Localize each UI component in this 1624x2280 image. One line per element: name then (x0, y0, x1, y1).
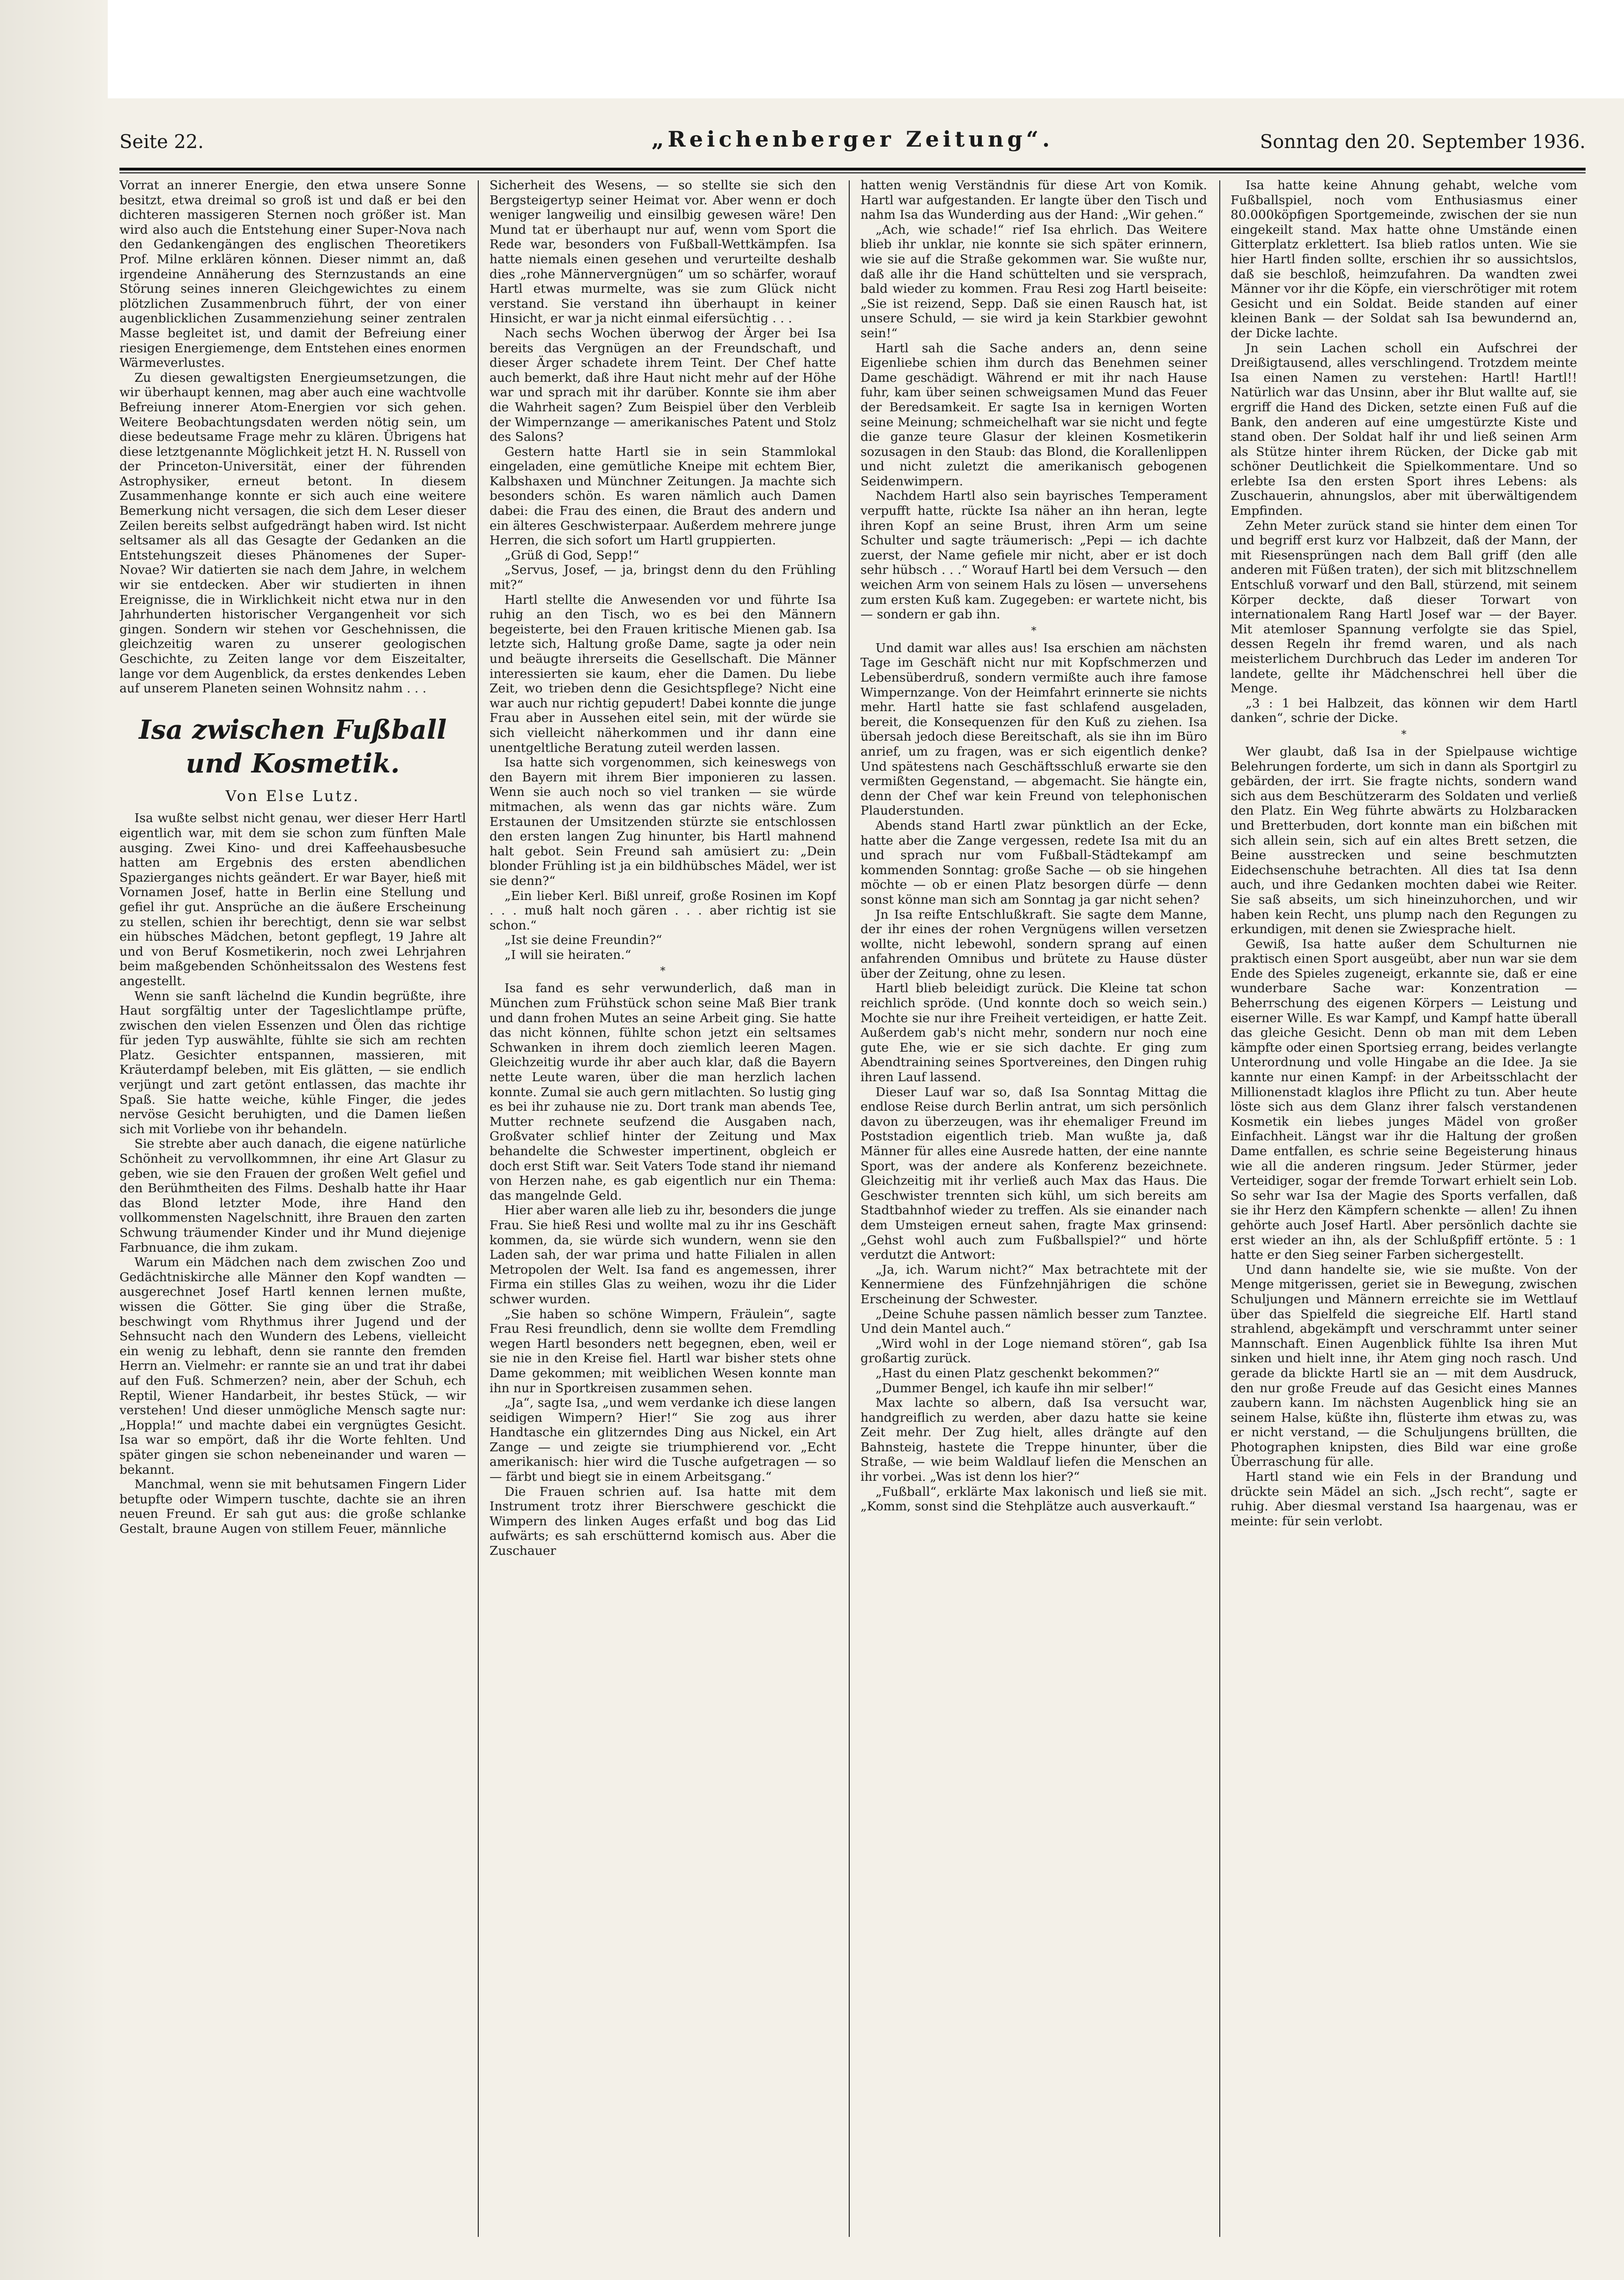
section-separator: * (660, 965, 666, 978)
paragraph: Hartl stellte die Anwesenden vor und führte Isa ruhig an den Tisch, wo es bei den Männern begeisterte, bei den Frauen kritische Mienen gab. Isa letzte sich, Haltung große Dame, sagte ja oder nein und beäugte ihrerseits die Gesellschaft. Die Männer interessierten sie kaum, eher die Damen. Du liebe Zeit, wo trieben denn die Gesichtspflege? Nicht eine war auch nur richtig gepudert! Dabei konnte die junge Frau aber in Aussehen eitel sein, mit der würde sie sich vielleicht näherkommen und ihr dann eine unentgeltliche Beratung zuteil werden lassen. (489, 592, 836, 755)
paragraph: Hartl blieb beleidigt zurück. Die Kleine tat schon reichlich spröde. (Und konnte doch so weich sein.) Mochte sie nur ihre Freiheit verteidigen, er hatte Zeit. Außerdem gab's nicht mehr, sondern nur noch eine gute Ehe, wie er sie sich dachte. Er ging zum Abendtraining seines Sportvereines, den Dingen ruhig ihren Lauf lassend. (860, 981, 1207, 1085)
paragraph: „Fußball“, erklärte Max lakonisch und ließ sie mit. „Komm, sonst sind die Stehplätze auch ausverkauft.“ (860, 1484, 1207, 1514)
newspaper-page (119, 117, 1586, 2253)
paragraph: Die Frauen schrien auf. Isa hatte mit dem Instrument trotz ihrer Bierschwere geschickt die Wimpern des linken Auges erfaßt und bog das Lid aufwärts; es sah erschütternd komisch aus. Aber die Zuschauer (489, 1484, 836, 1559)
paragraph: Hier aber waren alle lieb zu ihr, besonders die junge Frau. Sie hieß Resi und wollte mal zu ihr ins Geschäft kommen, da, sie würde sich wundern, wenn sie den Laden sah, der war prima und hatte Filialen in allen Metropolen der Welt. Isa fand es angemessen, ihrer Firma ein stilles Glas zu weihen, wozu ihr die Lider schwer wurden. (489, 1203, 836, 1307)
paragraph: Wenn sie sanft lächelnd die Kundin begrüßte, ihre Haut sorgfältig unter der Tageslichtlampe prüfte, zwischen den vielen Essenzen und Ölen das richtige für jeden Typ auswählte, fühlte sie sich am rechten Platz. Gesichter entspannen, massieren, mit Kräuterdampf beleben, mit Eis glätten, — sie endlich verjüngt und zart getönt entlassen, das machte ihr Spaß. Sie hatte weiche, kühle Finger, die jedes nervöse Gesicht beruhigten, und die Damen ließen sich mit Vorliebe von ihr behandeln. (119, 988, 466, 1136)
scan-margin-top (0, 0, 1624, 98)
paragraph: Zehn Meter zurück stand sie hinter dem einen Tor und begriff erst kurz vor Halbzeit, daß der Mann, der mit Riesensprüngen nach dem Ball griff (den alle anderen mit Füßen traten), der sich mit blitzschnellem Entschluß vorwarf und den Ball, stürzend, mit seinem Körper deckte, daß dieser Torwart von internationalem Rang Hartl Josef war — der Bayer. Mit atemloser Spannung verfolgte sie das Spiel, dessen Regeln ihr fremd waren, und als nach meisterlichem Durchbruch das Leder im anderen Tor landete, gellte ihr Mädchenschrei hell über die Menge. (1231, 518, 1577, 696)
paragraph: Nachdem Hartl also sein bayrisches Temperament verpufft hatte, rückte Isa näher an ihn heran, legte ihren Kopf an seine Brust, ihren Arm um seine Schulter und sagte träumerisch: „Pepi — ich dachte zuerst, der Name gefiele mir nicht, aber er ist doch sehr hübsch . . .“ Worauf Hartl bei dem Versuch — den weichen Arm von seinem Hals zu lösen — unversehens zum ersten Kuß kam. Zugegeben: er wartete nicht, bis — sondern er gab ihn. (860, 489, 1207, 622)
paragraph: „Sie haben so schöne Wimpern, Fräulein“, sagte Frau Resi freundlich, denn sie wollte dem Fremdling wegen Hartl besonders nett begegnen, eben, weil er sie nie in den Kreise fiel. Hartl war bisher stets ohne Dame gekommen; mit weiblichen Wesen konnte man ihn nur in Sportkreisen zusammen sehen. (489, 1307, 836, 1396)
paragraph: Abends stand Hartl zwar pünktlich an der Ecke, hatte aber die Zange vergessen, redete Isa mit du an und sprach nur vom Fußball-Städtekampf am kommenden Sonntag: große Sache — ob sie hingehen möchte — ob er einen Platz besorgen dürfe — denn sonst könne man sich am Sonntag ja gar nicht sehen? (860, 818, 1207, 907)
paragraph: Vorrat an innerer Energie, den etwa unsere Sonne besitzt, etwa dreimal so groß ist und daß er bei den dichteren massigeren Sternen noch größer ist. Man wird also auch die Entstehung einer Super-Nova nach den Gedankengängen des englischen Theoretikers Prof. Milne erklären können. Dieser nimmt an, daß irgendeine Annäherung des Sternzustands an eine Störung seines inneren Gleichgewichtes zu einem plötzlichen Zusammenbruch führt, der von einer augenblicklichen Zusammenziehung seiner zentralen Masse begleitet ist, und damit der Befreiung einer riesigen Energiemenge, dem Entstehen eines enormen Wärmeverlustes. (119, 178, 466, 371)
paragraph: Gestern hatte Hartl sie in sein Stammlokal eingeladen, eine gemütliche Kneipe mit echtem Bier, Kalbshaxen und Münchner Zeitungen. Ja machte sich besonders schön. Es waren nämlich auch Damen dabei: die Frau des einen, die Braut des andern und ein älteres Geschwisterpaar. Außerdem mehrere junge Herren, die sich sofort um Hartl gruppierten. (489, 444, 836, 548)
paragraph: Jn Isa reifte Entschlußkraft. Sie sagte dem Manne, der ihr eines der rohen Vergnügens willen versetzen wollte, nicht lebewohl, sondern sprang auf einen anfahrenden Omnibus und brütete zu Hause düster über der Zeitung, ohne zu lesen. (860, 907, 1207, 981)
header-rule (119, 168, 1586, 171)
paragraph: „Ach, wie schade!“ rief Isa ehrlich. Das Weitere blieb ihr unklar, nie konnte sie sich später erinnern, wie sie auf die Straße gekommen war. Sie wußte nur, daß alle ihr die Hand schüttelten und sie versprach, bald wieder zu kommen. Frau Resi zog Hartl beiseite: „Sie ist reizend, Sepp. Daß sie einen Rausch hat, ist unsere Schuld, — sie wird ja kein Starkbier gewohnt sein!“ (860, 222, 1207, 341)
paragraph: Isa hatte sich vorgenommen, sich keineswegs von den Bayern mit ihrem Bier imponieren zu lassen. Wenn sie auch noch so viel tranken — sie würde mitmachen, als wenn das gar nichts wäre. Zum Erstaunen der Umsitzenden stürzte sie entschlossen den ersten langen Zug hinunter, bis Hartl mahnend halt gebot. Sein Freund sah amüsiert zu: „Dein blonder Frühling ist ja ein bildhübsches Mädel, wer ist sie denn?“ (489, 755, 836, 888)
column-1 (119, 178, 466, 2239)
article-byline: Von Else Lutz. (225, 787, 360, 805)
paragraph: Hartl stand wie ein Fels in der Brandung und drückte sein Mädel an sich. „Jsch recht“, sagte er ruhig. Aber diesmal verstand Isa haargenau, was er meinte: für sein verlobt. (1231, 1470, 1577, 1529)
paragraph: „Ja, ich. Warum nicht?“ Max betrachtete mit der Kennermiene des Fünfzehnjährigen die schöne Erscheinung der Schwester. (860, 1262, 1207, 1307)
newspaper-title: „Reichenberger Zeitung“. (651, 126, 1054, 152)
paragraph: „I will sie heiraten.“ (504, 947, 631, 962)
paragraph: „Ein lieber Kerl. Bißl unreif, große Rosinen im Kopf . . . muß halt noch gären . . . aber richtig ist sie schon.“ (489, 888, 836, 933)
issue-date: Sonntag den 20. September 1936. (1260, 131, 1586, 153)
paragraph: „Grüß di God, Sepp!“ (504, 548, 639, 563)
paragraph: Dieser Lauf war so, daß Isa Sonntag Mittag die endlose Reise durch Berlin antrat, um sich persönlich davon zu überzeugen, was ihr ehemaliger Freund im Poststadion eigentlich trieb. Man wußte ja, daß Männer für alles eine Ausrede hatten, der eine nannte Sport, was der andere als Konferenz bezeichnete. Gleichzeitig mit ihr verließ auch Max das Haus. Die Geschwister trennten sich kühl, um sich bereits am Stadtbahnhof wieder zu treffen. Als sie einander nach dem Umsteigen erneut sahen, fragte Max grinsend: „Gehst wohl auch zum Fußballspiel?“ und hörte verdutzt die Antwort: (860, 1084, 1207, 1263)
page-number: Seite 22. (119, 131, 204, 153)
column-divider (1219, 180, 1220, 2237)
paragraph: Und damit war alles aus! Isa erschien am nächsten Tage im Geschäft nicht nur mit Kopfschmerzen und Lebensüberdruß, sondern vermißte auch ihre famose Wimpernzange. Von der Heimfahrt erinnerte sie nichts mehr. Hartl hatte sie fast schlafend ausgeladen, bereit, die Konsequenzen für den Kuß zu ziehen. Isa übersah jedoch diese Bereitschaft, als sie ihn im Büro anrief, um zu fragen, was er sich eigentlich denke? Und spätestens nach Geschäftsschluß erwarte sie den vermißten Gegenstand, — abgemacht. Sie hängte ein, denn der Chef war kein Freund von telephonischen Plauderstunden. (860, 640, 1207, 818)
column-3 (860, 178, 1207, 2239)
column-4 (1231, 178, 1577, 2239)
paragraph: „Ja“, sagte Isa, „und wem verdanke ich diese langen seidigen Wimpern? Hier!“ Sie zog aus ihrer Handtasche ein glitzerndes Ding aus Nickel, ein Art Zange — und zeigte sie triumphierend vor. „Echt amerikanisch: hier wird die Tusche aufgetragen — so — färbt und biegt sie in einem Arbeitsgang.“ (489, 1396, 836, 1485)
paragraph: „3 : 1 bei Halbzeit, das können wir dem Hartl danken“, schrie der Dicke. (1231, 696, 1577, 726)
article-title: Isa zwischen Fußball und Kosmetik. (139, 714, 447, 779)
paragraph: Warum ein Mädchen nach dem zwischen Zoo und Gedächtniskirche alle Männer den Kopf wandten — ausgerechnet Josef Hartl kennen lernen mußte, wissen die Götter. Sie ging über die Straße, beschwingt vom Rhythmus ihrer Jugend und der Sehnsucht nach den Wundern des Lebens, vielleicht ein wenig zu lebhaft, denn sie rannte den fremden Herrn an. Vielmehr: er rannte sie an und trat ihr dabei auf den Fuß. Schmerzen? nein, aber der Schuh, ech Reptil, Wiener Handarbeit, ihr bestes Stück, — wir verstehen! Und dieser unmögliche Mensch sagte nur: „Hoppla!“ und machte dabei ein vergnügtes Gesicht. Isa war so empört, daß ihr die Worte fehlten. Und später gingen sie schon nebeneinander und waren — bekannt. (119, 1255, 466, 1477)
paragraph: Manchmal, wenn sie mit behutsamen Fingern Lider betupfte oder Wimpern tuschte, dachte sie an ihren neuen Freund. Er sah gut aus: die große schlanke Gestalt, braune Augen von stillem Feuer, männliche (119, 1477, 466, 1536)
section-separator: * (1401, 728, 1407, 741)
paragraph: Isa hatte keine Ahnung gehabt, welche vom Fußballspiel, noch vom Enthusiasmus einer 80.000köpfigen Sportgemeinde, zwischen der sie nun eingekeilt stand. Max hatte ohne Umstände einen Gitterplatz erklettert. Isa blieb ratlos unten. Wie sie hier Hartl finden sollte, erschien ihr so aussichtslos, daß sie beschloß, heimzufahren. Da wandten zwei Männer vor ihr die Köpfe, ein vierschrötiger mit rotem Gesicht und ein Soldat. Beide standen auf einer kleinen Bank — der Soldat sah Isa bewundernd an, der Dicke lachte. (1231, 178, 1577, 341)
paragraph: Wer glaubt, daß Isa in der Spielpause wichtige Belehrungen forderte, um sich in dann als Sportgirl zu gebärden, der irrt. Sie fragte nichts, sondern wand sich aus dem Beschützerarm des Soldaten und verließ den Platz. Ein Weg führte abwärts zu Holzbaracken und Bretterbuden, dort konnte man ein bißchen mit sich allein sein, sich auf ein altes Brett setzen, die Beine ausstrecken und seine beschmutzten Eidechsenschuhe betrachten. All dies tat Isa denn auch, und ihre Gedanken mochten dabei wie Reiter. Sie saß abseits, um sich hineinzuhorchen, und wir haben kein Recht, uns plump nach den Regungen zu erkundigen, mit denen sie Zwiesprache hielt. (1231, 744, 1577, 937)
paragraph: Sie strebte aber auch danach, die eigene natürliche Schönheit zu vervollkommnen, ihr eine Art Glasur zu geben, wie sie den Frauen der großen Welt gefiel und den Berühmtheiten des Films. Deshalb hatte ihr Haar das Blond letzter Mode, ihre Hand den vollkommensten Nagelschnitt, ihre Brauen den zarten Schwung träumender Kinder und ihr Mund diejenige Farbnuance, die ihm zukam. (119, 1136, 466, 1255)
paragraph: Sicherheit des Wesens, — so stellte sie sich den Bergsteigertyp seiner Heimat vor. Aber wenn er doch weniger langweilig und einsilbig gewesen wäre! Den Mund tat er überhaupt nur auf, wenn vom Sport die Rede war, besonders von Fußball-Wettkämpfen. Isa hatte niemals einen gesehen und verurteilte deshalb dies „rohe Männervergnügen“ um so schärfer, worauf Hartl etwas murmelte, was sie zum Glück nicht verstand. Sie verstand ihn überhaupt in keiner Hinsicht, er war ja nicht einmal eifersüchtig . . . (489, 178, 836, 326)
paragraph: Nach sechs Wochen überwog der Ärger bei Isa bereits das Vergnügen an der Freundschaft, und dieser Ärger schadete ihrem Teint. Der Chef hatte auch bemerkt, daß ihre Haut nicht mehr auf der Höhe war und sprach mit ihr darüber. Konnte sie ihm aber die Wahrheit sagen? Zum Beispiel über den Verbleib der Wimpernzange — amerikanisches Patent und Stolz des Salons? (489, 326, 836, 445)
column-divider (478, 180, 479, 2237)
header-rule-thin (119, 172, 1586, 173)
paragraph: hatten wenig Verständnis für diese Art von Komik. Hartl war aufgestanden. Er langte über den Tisch und nahm Isa das Wunderding aus der Hand: „Wir gehen.“ (860, 178, 1207, 223)
paragraph: „Servus, Josef, — ja, bringst denn du den Frühling mit?“ (489, 563, 836, 593)
paragraph: Max lachte so albern, daß Isa versucht war, handgreiflich zu werden, aber dazu hatte sie keine Zeit mehr. Der Zug hielt, alles drängte auf den Bahnsteig, hastete die Treppe hinunter, über die Straße, — wie beim Waldlauf liefen die Menschen an ihr vorbei. „Was ist denn los hier?“ (860, 1396, 1207, 1485)
paragraph: Zu diesen gewaltigsten Energieumsetzungen, die wir überhaupt kennen, mag aber auch eine wachtvolle Befreiung innerer Atom-Energien vor sich gehen. Weitere Beobachtungsdaten werden nötig sein, um diese bedeutsame Frage mehr zu klären. Übrigens hat diese letztgenannte Möglichkeit jetzt H. N. Russell von der Princeton-Universität, einer der führenden Astrophysiker, erneut betont. In diesem Zusammenhange konnte er sich auch eine weitere Bemerkung nicht versagen, die sich dem Leser dieser Zeilen bereits selbst aufgedrängt haben wird. Ist nicht seltsamer als all das Gesagte der Gedanken an die Entstehungszeit dieses Phänomenes der Super-Novae? Wir datierten sie nach dem Jahre, in welchem wir sie entdecken. Aber wir studierten in ihnen Ereignisse, die in Wirklichkeit nicht etwa nur in den Jahrhunderten historischer Vergangenheit vor sich gingen. Sondern wir stehen vor Geschehnissen, die gleichzeitig waren zu unserer geologischen Geschichte, zu Zeiten lange vor dem Eiszeitalter, lange vor dem Augenblick, da erstes denkendes Leben auf unserem Planeten seinen Wohnsitz nahm . . . (119, 370, 466, 696)
paragraph: Hartl sah die Sache anders an, denn seine Eigenliebe schien ihm durch das Benehmen seiner Dame geschädigt. Während er mit ihr nach Hause fuhr, kam über seinen schweigsamen Mund das Feuer der Beredsamkeit. Er sagte Isa in kernigen Worten seine Meinung; schmeichelhaft war sie nicht und fegte die ganze teure Glasur der kleinen Kosmetikerin sozusagen in den Staub: das Blond, die Korallenlippen und nicht zuletzt die amerikanisch gebogenen Seidenwimpern. (860, 341, 1207, 489)
paragraph: Und dann handelte sie, wie sie mußte. Von der Menge mitgerissen, geriet sie in Bewegung, zwischen Schuljungen und Männern erreichte sie im Wettlauf über das Spielfeld die siegreiche Elf. Hartl stand strahlend, abgekämpft und verschrammt unter seiner Mannschaft. Einen Augenblick fühlte Isa ihren Mut sinken und hielt inne, ihr Atem ging noch rasch. Und gerade da blickte Hartl sie an — mit dem Ausdruck, den nur große Freude auf das Gesicht eines Mannes zaubern kann. Im nächsten Augenblick hing sie an seinem Halse, küßte ihn, flüsterte ihm etwas zu, was er nicht verstand, — die Schuljungens brüllten, die Photographen knipsten, dies Bild war eine große Überraschung für alle. (1231, 1262, 1577, 1470)
paragraph: „Hast du einen Platz geschenkt bekommen?“ (875, 1366, 1160, 1381)
section-separator: * (1031, 625, 1037, 637)
page-header (119, 126, 1586, 164)
paragraph: „Dummer Bengel, ich kaufe ihn mir selber!“ (875, 1381, 1154, 1396)
paragraph: „Deine Schuhe passen nämlich besser zum Tanztee. Und dein Mantel auch.“ (860, 1307, 1207, 1337)
column-divider (849, 180, 850, 2237)
paragraph: „Wird wohl in der Loge niemand stören“, gab Isa großartig zurück. (860, 1336, 1207, 1366)
paragraph: Isa wußte selbst nicht genau, wer dieser Herr Hartl eigentlich war, mit dem sie schon zum fünften Male ausging. Zwei Kino- und drei Kaffeehausbesuche hatten am Ergebnis des ersten abendlichen Spazierganges nichts geändert. Er war Bayer, hieß mit Vornamen Josef, hatte in Berlin eine Stellung und gefiel ihr gut. Ansprüche an die äußere Erscheinung zu stellen, schien ihr berechtigt, denn sie war selbst ein hübsches Mädchen, betont gepflegt, 19 Jahre alt und von Beruf Kosmetikerin, noch zwei Lehrjahren beim maßgebenden Schönheitssalon des Westens fest angestellt. (119, 811, 466, 988)
paragraph: Isa fand es sehr verwunderlich, daß man in München zum Frühstück schon seine Maß Bier trank und dann frohen Mutes an seine Arbeit ging. Sie hatte das nicht können, fühlte schon jetzt ein seltsames Schwanken in ihrem doch ziemlich leeren Magen. Gleichzeitig wurde ihr aber auch klar, daß die Bayern nette Leute waren, über die man herzlich lachen konnte. Zumal sie auch gern mitlachten. So lustig ging es bei ihr zuhause nie zu. Dort trank man abends Tee, Mutter rechnete seufzend die Ausgaben nach, Großvater schlief hinter der Zeitung und Max behandelte die Schwester impertinent, obgleich er doch erst Stift war. Seit Vaters Tode stand ihr niemand von Herzen nahe, es gab eigentlich nur ein Thema: das mangelnde Geld. (489, 981, 836, 1203)
scan-margin-left (0, 0, 108, 2280)
paragraph: „Ist sie deine Freundin?“ (504, 933, 662, 948)
paragraph: Gewiß, Isa hatte außer dem Schulturnen nie praktisch einen Sport ausgeübt, aber nun war sie dem Ende des Spieles zugeneigt, erkannte sie, daß er eine wunderbare Sache war: Konzentration — Beherrschung des eigenen Körpers — Leistung und eiserner Wille. Es war Kampf, und Kampf hatte überall das gleiche Gesicht. Denn ob man mit dem Leben kämpfte oder einen Sportsieg errang, beides verlangte Unterordnung und volle Hingabe an die Idee. Ja sie kannte nur einen Kampf: in der Arbeitsschlacht der Millionenstadt klaglos ihre Pflicht zu tun. Aber heute löste sich aus dem Glanz ihrer falsch verstandenen Kosmetik ein liebes junges Mädel von großer Einfachheit. Längst war ihr die Haltung der großen Dame entfallen, es schrie seine Begeisterung hinaus wie all die anderen ringsum. Jeder Stürmer, jeder Verteidiger, sogar der fremde Torwart erhielt sein Lob. So sehr war Isa der Magie des Sports verfallen, daß sie ihr Herz den Kämpfern schenkte — allen! Zu ihnen gehörte auch Josef Hartl. Aber persönlich dachte sie erst wieder an ihn, als der Schlußpfiff ertönte. 5 : 1 hatte er den Sieg seiner Farben sichergestellt. (1231, 936, 1577, 1263)
paragraph: Jn sein Lachen scholl ein Aufschrei der Dreißigtausend, alles verschlingend. Trotzdem meinte Isa einen Namen zu verstehen: Hartl! Hartl!! Natürlich war das Unsinn, aber ihr Blut wallte auf, sie ergriff die Hand des Dicken, setzte einen Fuß auf die Bank, den anderen auf eine umgestürzte Kiste und stand oben. Der Soldat half ihr und ließ seinen Arm als Stütze hinter ihrem Rücken, der Dicke gab mit schöner Deutlichkeit die Spielkommentare. Und so erlebte Isa den ersten Sport ihres Lebens: als Zuschauerin, ahnungslos, aber mit überwältigendem Empfinden. (1231, 341, 1577, 519)
column-2 (489, 178, 836, 2239)
